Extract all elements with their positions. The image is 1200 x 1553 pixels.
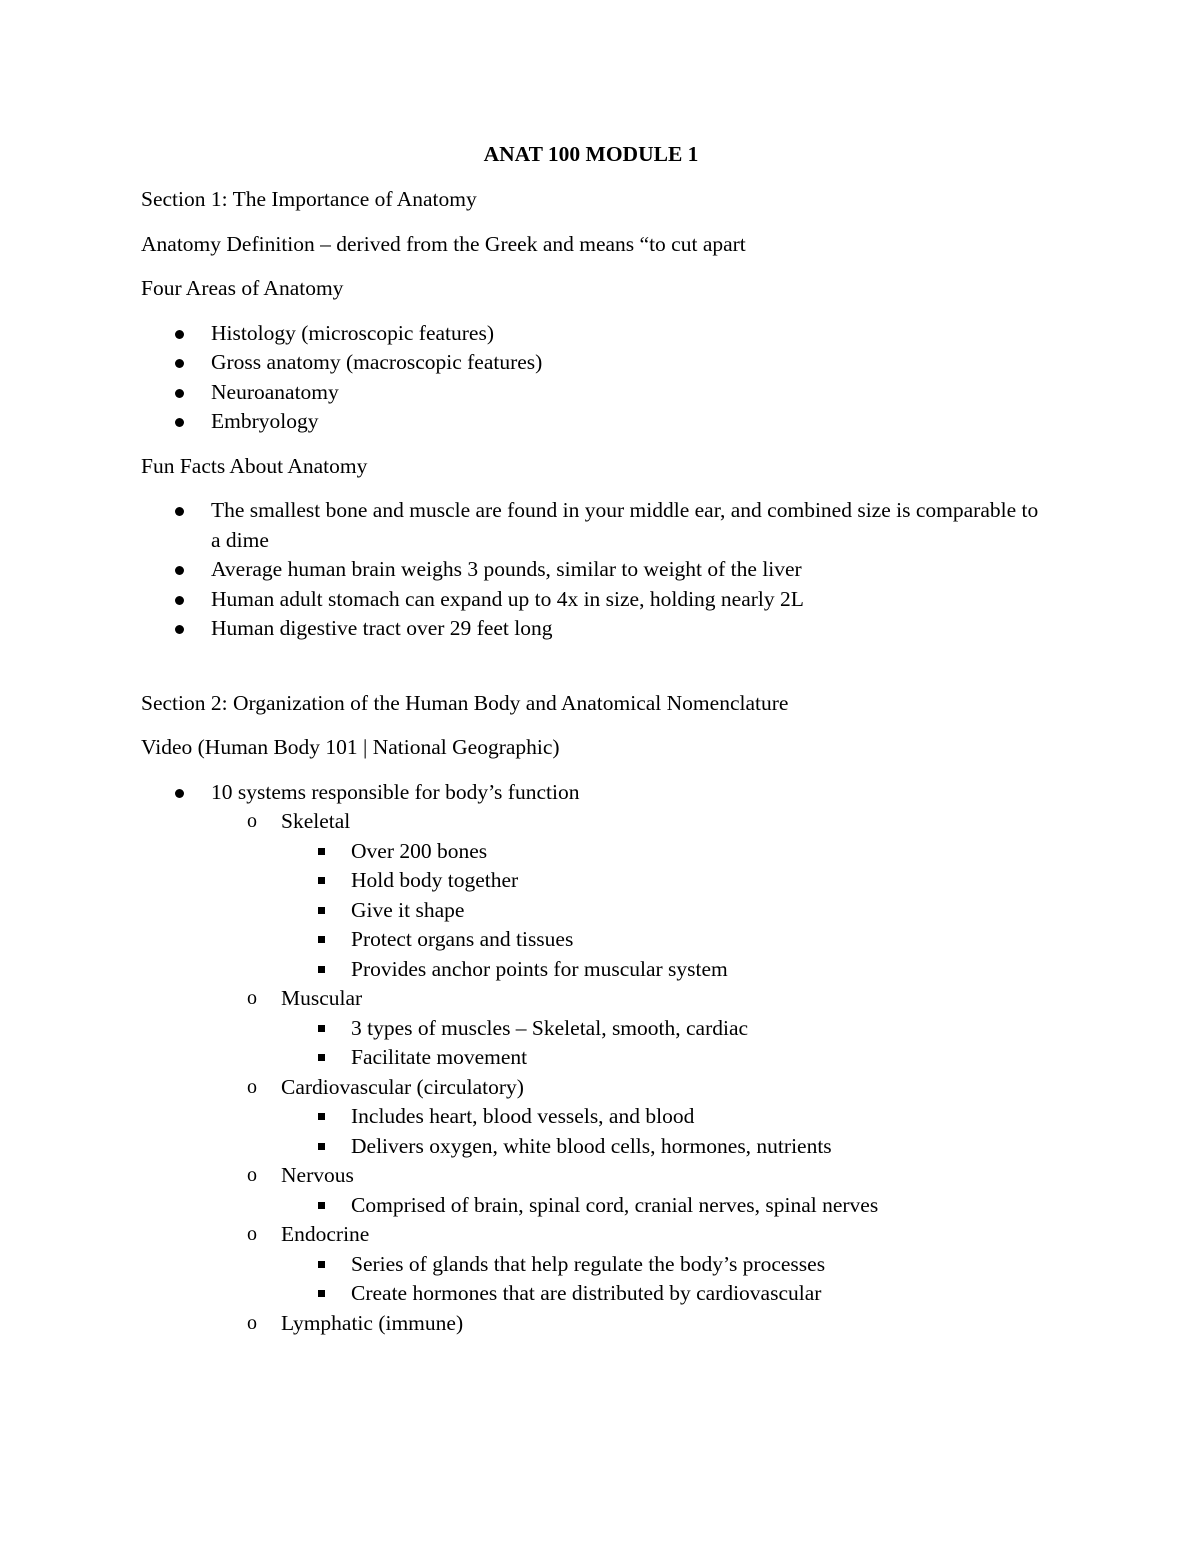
areas-list — [141, 319, 1041, 437]
system-item: o Skeletal Over 200 bones Hold body together Give it shape Protect organs and tissues Provides anchor points for muscular system — [211, 807, 1041, 984]
section1-heading: Section 1: The Importance of Anatomy — [141, 187, 477, 211]
square-bullet-icon — [318, 1202, 325, 1209]
square-bullet-icon — [318, 966, 325, 973]
systems-list — [141, 778, 1041, 1339]
document-title: ANAT 100 MODULE 1 — [483, 142, 699, 166]
facts-heading: Fun Facts About Anatomy — [141, 453, 368, 478]
circle-bullet-icon: o — [247, 1311, 257, 1334]
system-item: o Nervous Comprised of brain, spinal cord, cranial nerves, spinal nerves — [211, 1161, 1041, 1220]
circle-bullet-icon: o — [247, 987, 257, 1009]
list-item: Neuroanatomy — [141, 378, 1041, 408]
system-points — [281, 1014, 1041, 1073]
anatomy-definition: Anatomy Definition – derived from the Greek and means “to cut apart — [141, 231, 746, 256]
system-points — [281, 1250, 1041, 1309]
list-item: Includes heart, blood vessels, and blood — [281, 1102, 1041, 1132]
bullet-icon — [175, 418, 184, 427]
list-item: Give it shape — [281, 896, 1041, 926]
section-spacer — [141, 644, 1041, 689]
system-points — [281, 1102, 1041, 1161]
bullet-icon — [175, 507, 184, 516]
square-bullet-icon — [318, 936, 325, 943]
list-item: 10 systems responsible for body’s function o Skeletal Over 200 bones Hold body together Give it shape Protect organs and tissues Provides anchor points for muscular system o Muscular 3 types of muscles – Skeletal, smooth, cardiac Facilitate movement o Cardiovascular (circulatory) Includes heart, blood vessels, and blood Delivers oxygen, white blood cells, hormones, nutrients o Nervous Comprised of brain, spinal cord, cranial nerves, spinal nerves o Endocrine Series of glands that help regulate the body’s processes Create hormones that are distributed by cardiovascular o Lymphatic (immune) — [141, 778, 1041, 1339]
system-item: o Endocrine Series of glands that help regulate the body’s processes Create hormones that are distributed by cardiovascular — [211, 1220, 1041, 1309]
system-item: o Muscular 3 types of muscles – Skeletal, smooth, cardiac Facilitate movement — [211, 984, 1041, 1073]
square-bullet-icon — [318, 1054, 325, 1061]
list-item: Over 200 bones — [281, 837, 1041, 867]
circle-bullet-icon: o — [247, 1223, 257, 1245]
circle-bullet-icon: o — [247, 1164, 257, 1186]
square-bullet-icon — [318, 877, 325, 884]
list-item: Human adult stomach can expand up to 4x in size, holding nearly 2L — [141, 585, 1041, 615]
document-page — [141, 140, 1041, 1338]
list-item: Human digestive tract over 29 feet long — [141, 614, 1041, 644]
list-item: Hold body together — [281, 866, 1041, 896]
square-bullet-icon — [318, 1290, 325, 1297]
system-points — [281, 837, 1041, 985]
square-bullet-icon — [318, 1143, 325, 1150]
circle-bullet-icon: o — [247, 810, 257, 832]
circle-bullet-icon: o — [247, 1075, 257, 1098]
square-bullet-icon — [318, 907, 325, 914]
list-item: Comprised of brain, spinal cord, cranial nerves, spinal nerves — [281, 1191, 1041, 1221]
square-bullet-icon — [318, 1025, 325, 1032]
list-item: 3 types of muscles – Skeletal, smooth, cardiac — [281, 1014, 1041, 1044]
list-item: Series of glands that help regulate the body’s processes — [281, 1250, 1041, 1280]
list-item: Facilitate movement — [281, 1043, 1041, 1073]
list-item: Histology (microscopic features) — [141, 319, 1041, 349]
list-item: Protect organs and tissues — [281, 925, 1041, 955]
areas-heading: Four Areas of Anatomy — [141, 276, 344, 300]
square-bullet-icon — [318, 1261, 325, 1268]
bullet-icon — [175, 359, 184, 368]
list-item: Gross anatomy (macroscopic features) — [141, 348, 1041, 378]
facts-list — [141, 496, 1041, 644]
list-item: Average human brain weighs 3 pounds, similar to weight of the liver — [141, 555, 1041, 585]
list-item: Delivers oxygen, white blood cells, hormones, nutrients — [281, 1132, 1041, 1162]
list-item: The smallest bone and muscle are found in your middle ear, and combined size is comparable to a dime — [141, 496, 1041, 555]
system-item: o Lymphatic (immune) — [211, 1309, 1041, 1339]
system-item: o Cardiovascular (circulatory) Includes heart, blood vessels, and blood Delivers oxygen, white blood cells, hormones, nutrients — [211, 1073, 1041, 1162]
list-item: Create hormones that are distributed by cardiovascular — [281, 1279, 1041, 1309]
list-item: Embryology — [141, 407, 1041, 437]
bullet-icon — [175, 789, 184, 798]
section2-heading: Section 2: Organization of the Human Body and Anatomical Nomenclature — [141, 690, 789, 715]
bullet-icon — [175, 566, 184, 575]
system-sublist — [211, 807, 1041, 1338]
square-bullet-icon — [318, 848, 325, 855]
bullet-icon — [175, 596, 184, 605]
list-item: Provides anchor points for muscular system — [281, 955, 1041, 985]
bullet-icon — [175, 389, 184, 398]
system-points — [281, 1191, 1041, 1221]
bullet-icon — [175, 330, 184, 339]
video-reference: Video (Human Body 101 | National Geographic) — [141, 735, 560, 759]
square-bullet-icon — [318, 1113, 325, 1120]
bullet-icon — [175, 625, 184, 634]
